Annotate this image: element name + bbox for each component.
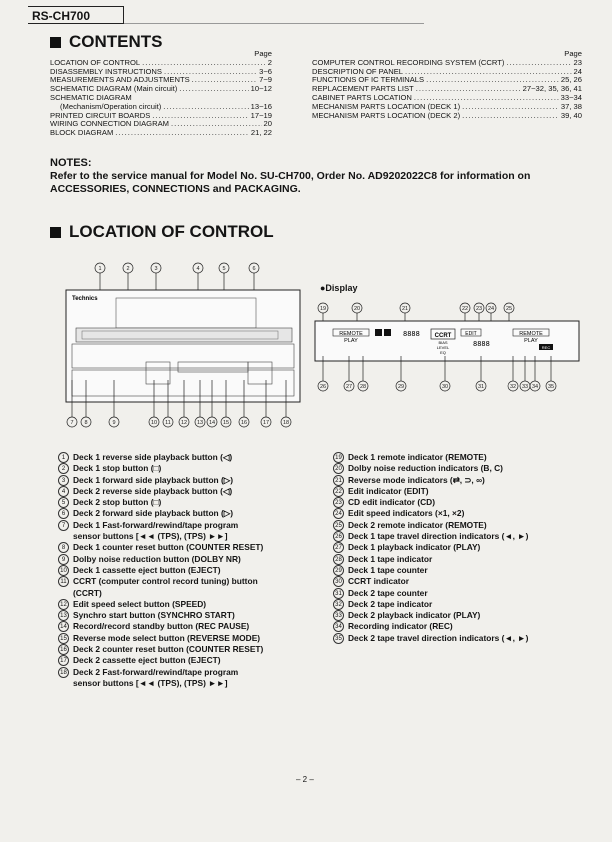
toc-leader [171,120,262,129]
callout-label: 29 [397,384,405,391]
callout-number: 29 [333,565,344,576]
display-diagram [313,296,583,394]
callout-label: 30 [441,384,449,391]
legend-item [333,452,593,463]
legend-text: Dolby noise reduction button (DOLBY NR) [73,553,241,564]
toc-page-header: Page [254,49,272,58]
legend-text: Deck 1 playback indicator (PLAY) [348,542,481,553]
callout-number: 34 [333,621,344,632]
legend-item [333,520,593,531]
legend-left [58,452,328,689]
toc-title: (Mechanism/Operation circuit) [60,101,162,111]
callout-label: 2 [126,266,130,273]
legend-text: Deck 2 cassette eject button (EJECT) [73,655,221,666]
toc-page: 21, 22 [250,128,272,138]
toc-title: PRINTED CIRCUIT BOARDS [50,110,151,120]
callout-number: 19 [333,452,344,463]
callout-number: 20 [333,463,344,474]
legend-text: Recording indicator (REC) [348,621,453,632]
legend-text: Deck 2 reverse side playback button (◁) [73,485,233,496]
callout-number: 25 [333,520,344,531]
disp-digits-1: 8888 [403,330,420,338]
legend-text: CCRT indicator [348,576,409,587]
toc-page: 17~19 [250,110,272,120]
legend-text: Deck 2 playback indicator (PLAY) [348,610,481,621]
legend-item [333,621,593,632]
disp-eq: EQ [440,350,446,355]
callout-number: 35 [333,633,344,644]
legend-text: Deck 1 reverse side playback button (◁) [73,452,233,462]
legend-item [58,520,328,531]
legend-item [58,633,328,644]
legend-text: sensor buttons [◄◄ (TPS), (TPS) ►►] [73,531,228,542]
toc-title: SCHEMATIC DIAGRAM [50,92,132,102]
legend-item [333,554,593,565]
legend-text: (CCRT) [73,587,102,598]
callout-label: 31 [477,384,485,391]
callout-label: 26 [319,384,327,391]
callout-number: 8 [58,542,69,553]
callout-label: 22 [461,306,469,313]
toc-page: 2 [267,57,272,67]
contents-heading [50,32,163,52]
callout-label: 19 [319,306,327,313]
section-bullet-icon [50,227,61,238]
toc-page: 27~32, 35, 36, 41 [522,84,582,94]
toc-page: 7~9 [259,75,272,85]
page-number: – 2 – [296,775,314,784]
legend-text: Dolby noise reduction indicators (B, C) [348,463,503,474]
callout-number: 30 [333,576,344,587]
toc-leader [506,59,571,68]
callout-number: 3 [58,475,69,486]
disp-rec: REC [541,345,551,350]
legend-item [58,644,328,655]
toc-page: 37, 38 [560,101,582,111]
callout-number: 26 [333,531,344,542]
legend-text: Deck 1 cassette eject button (EJECT) [73,564,221,575]
callout-number: 7 [58,520,69,531]
legend-item [58,610,328,621]
toc-row [312,112,582,121]
legend-text: Edit indicator (EDIT) [348,485,429,496]
legend-item [333,463,593,474]
legend-item [58,531,328,542]
legend-item [58,678,328,689]
callout-label: 32 [509,384,517,391]
legend-item [58,565,328,576]
callout-label: 8 [84,420,88,427]
legend-text: Reverse mode select button (REVERSE MODE) [73,632,261,643]
legend-text: Record/record standby button (REC PAUSE) [73,621,250,632]
legend-text: Deck 2 counter reset button (COUNTER RESET) [73,644,264,655]
callout-number: 9 [58,554,69,565]
legend-text: Deck 1 counter reset button (COUNTER RESET) [73,542,264,553]
legend-text: Deck 2 forward side playback button (▷) [73,508,234,519]
callout-number: 21 [333,475,344,486]
callout-label: 10 [150,420,158,427]
callout-label: 11 [165,420,171,427]
legend-item [58,576,328,587]
callout-number: 33 [333,610,344,621]
contents-title: CONTENTS [69,32,163,51]
callout-label: 24 [487,306,495,313]
callout-number: 6 [58,508,69,519]
toc-page: 13~16 [250,101,272,111]
callout-number: 5 [58,497,69,508]
legend-text: Deck 1 Fast-forward/rewind/tape program [73,519,239,530]
legend-item [58,542,328,553]
callout-label: 17 [262,420,270,427]
callout-number: 16 [58,644,69,655]
callout-number: 28 [333,554,344,565]
callout-label: 23 [475,306,483,313]
toc-leader [405,68,572,77]
toc-title: MEASUREMENTS AND ADJUSTMENTS [50,75,190,85]
callout-number: 13 [58,610,69,621]
disp-play-2: PLAY [524,338,538,344]
toc-page: 3~6 [259,66,272,76]
legend-text: Deck 2 tape counter [348,587,428,598]
callout-number: 11 [58,576,69,587]
toc-title: SCHEMATIC DIAGRAM (Main circuit) [50,84,178,94]
callout-label: 14 [208,420,216,427]
legend-item [333,486,593,497]
toc-left [50,50,272,138]
toc-leader [115,129,249,138]
callout-number: 1 [58,452,69,463]
callout-label: 16 [240,420,248,427]
callout-number: 15 [58,633,69,644]
callout-number: 32 [333,599,344,610]
toc-title: CABINET PARTS LOCATION [312,92,412,102]
legend-item [333,633,593,644]
toc-page: 24 [573,66,582,76]
callout-number: 2 [58,463,69,474]
legend-item [58,599,328,610]
legend-text: Deck 2 tape travel direction indicators (◄, ►) [348,632,529,643]
legend-text: Reverse mode indicators (⇄, ⊃, ∞) [348,474,485,485]
legend-text: Deck 1 stop button (□) [73,463,162,474]
legend-item [58,486,328,497]
toc-row [50,129,272,138]
legend-item [58,655,328,666]
legend-item [333,475,593,486]
callout-number: 23 [333,497,344,508]
legend-text: Deck 2 stop button (□) [73,497,162,508]
callout-label: 33 [521,384,529,391]
model-tag: RS-CH700 [28,6,124,24]
callout-number: 12 [58,599,69,610]
notes-title: NOTES: [50,157,92,169]
toc-title: DESCRIPTION OF PANEL [312,66,403,76]
location-heading [50,222,274,242]
toc-page: 23 [573,57,582,67]
callout-label: 27 [345,384,353,391]
disp-ccrt: CCRT [434,333,452,339]
notes-body: Refer to the service manual for Model No. SU-CH700, Order No. AD9202022C8 for information on ACCESSORIES, CONNECTIONS and PACKAGING. [50,170,531,195]
legend-text: Deck 1 forward side playback button (▷) [73,474,234,485]
legend-item [58,497,328,508]
callout-number: 22 [333,486,344,497]
front-panel-diagram [58,258,308,438]
toc-title: DISASSEMBLY INSTRUCTIONS [50,66,162,76]
section-bullet-icon [50,37,61,48]
legend-text: Deck 2 Fast-forward/rewind/tape program [73,666,239,677]
toc-title: REPLACEMENT PARTS LIST [312,84,414,94]
legend-item [58,667,328,678]
toc-page: 39, 40 [560,110,582,120]
location-title: LOCATION OF CONTROL [69,222,274,241]
toc-title: COMPUTER CONTROL RECORDING SYSTEM (CCRT) [312,57,505,67]
callout-label: 15 [222,420,230,427]
toc-leader [163,103,248,112]
callout-label: 9 [112,420,116,427]
callout-label: 5 [222,266,226,273]
toc-leader [192,76,257,85]
disp-level: LEVEL [436,345,450,350]
legend-item [333,588,593,599]
disp-play-1: PLAY [344,338,358,344]
legend-text: CD edit indicator (CD) [348,497,436,508]
legend-item [333,508,593,519]
toc-leader [179,85,248,94]
callout-label: 7 [70,420,74,427]
header-rule [124,23,424,24]
callout-number: 24 [333,508,344,519]
callout-number: 10 [58,565,69,576]
legend-item [58,463,328,474]
legend-text: sensor buttons [◄◄ (TPS), (TPS) ►►] [73,677,228,688]
legend-item [58,452,328,463]
legend-item [333,610,593,621]
toc-page: 33~34 [560,92,582,102]
callout-label: 34 [531,384,539,391]
legend-text: CCRT (computer control record tuning) button [73,576,258,587]
callout-label: 20 [353,306,361,313]
disp-remote-1: REMOTE [339,331,363,337]
toc-leader [416,85,521,94]
toc-leader [462,112,559,121]
legend-item [58,588,328,599]
disp-digits-2: 8888 [473,340,490,348]
legend-item [58,621,328,632]
toc-page: 25, 26 [560,75,582,85]
legend-text: Edit speed indicators (×1, ×2) [348,508,465,519]
toc-title: MECHANISM PARTS LOCATION (DECK 2) [312,110,461,120]
legend-text: Synchro start button (SYNCHRO START) [73,610,235,621]
legend-item [58,554,328,565]
legend-item [58,475,328,486]
display-label: ●Display [320,283,358,293]
legend-item [333,497,593,508]
callout-label: 12 [180,420,188,427]
disp-remote-2: REMOTE [519,331,543,337]
toc-page: 20 [263,119,272,129]
legend-text: Deck 1 tape travel direction indicators (◄, ►) [348,531,529,542]
toc-title: LOCATION OF CONTROL [50,57,141,67]
panel-brand: Technics [72,296,98,302]
legend-item [333,542,593,553]
toc-leader [462,103,559,112]
legend-text: Deck 1 tape indicator [348,553,433,564]
disp-bias: BIAS [438,340,448,345]
toc-title: WIRING CONNECTION DIAGRAM [50,119,169,129]
callout-label: 18 [282,420,290,427]
callout-label: 4 [196,266,200,273]
callout-number: 17 [58,655,69,666]
toc-page-header: Page [564,49,582,58]
callout-label: 3 [154,266,158,273]
toc-title: FUNCTIONS OF IC TERMINALS [312,75,425,85]
callout-label: 35 [547,384,555,391]
disp-edit: EDIT [465,331,477,337]
callout-number: 14 [58,621,69,632]
legend-text: Deck 2 remote indicator (REMOTE) [348,519,487,530]
legend-item [333,599,593,610]
legend-text: Deck 1 remote indicator (REMOTE) [348,452,487,462]
callout-label: 1 [98,266,102,273]
toc-right [312,50,582,120]
callout-number: 18 [58,667,69,678]
callout-label: 25 [505,306,513,313]
callout-label: 13 [196,420,204,427]
callout-number: 4 [58,486,69,497]
callout-number: 31 [333,588,344,599]
toc-title: MECHANISM PARTS LOCATION (DECK 1) [312,101,461,111]
callout-label: 21 [401,306,409,313]
legend-item [333,565,593,576]
callout-number: 27 [333,542,344,553]
toc-page: 10~12 [250,84,272,94]
callout-label: 28 [359,384,367,391]
toc-title: BLOCK DIAGRAM [50,128,114,138]
legend-text: Deck 2 tape indicator [348,598,433,609]
legend-item [333,576,593,587]
callout-label: 6 [252,266,256,273]
legend-item [58,508,328,519]
legend-text: Deck 1 tape counter [348,564,428,575]
legend-text: Edit speed select button (SPEED) [73,598,207,609]
legend-item [333,531,593,542]
legend-right [333,452,593,644]
